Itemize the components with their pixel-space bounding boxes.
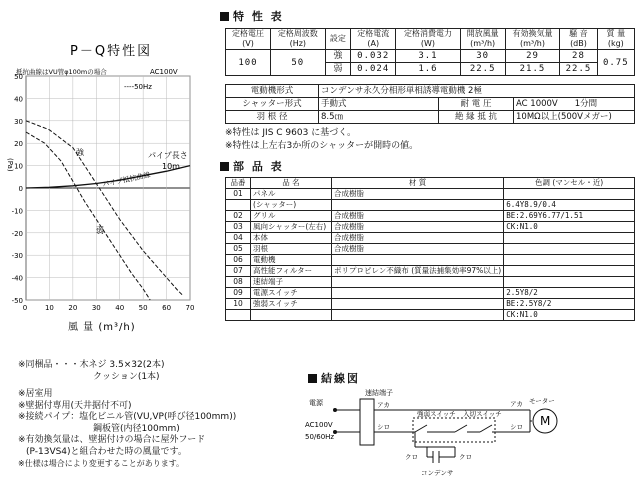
aka-label-2: アカ	[510, 400, 523, 408]
y-tick-label: 40	[14, 95, 23, 104]
parts-row	[226, 266, 635, 277]
y-tick-label: 50	[14, 73, 23, 81]
quick-terminal-label: 速結端子	[365, 389, 393, 397]
parts-row	[226, 277, 635, 288]
motor-label: モーター	[529, 397, 555, 405]
power-switch-label: 入切スイッチ	[463, 410, 502, 418]
hz-label: 50/60Hz	[305, 433, 335, 441]
parts-cell-no	[226, 310, 251, 321]
parts-cell-name: (シャッター)	[251, 200, 332, 211]
cell-eff: 29	[505, 50, 560, 63]
parts-hdr-name: 品 名	[251, 178, 332, 189]
pq-chart	[0, 40, 205, 340]
parts-hdr-material: 材 質	[332, 178, 504, 189]
series-line-1	[26, 132, 150, 300]
parts-cell-name: 速結端子	[251, 277, 332, 288]
note-line: (P-13VS4)と組合わせた時の風量です。	[26, 446, 187, 457]
blade-label: 羽 根 径	[226, 111, 319, 124]
parts-cell-color: BE:2.5Y8/2	[504, 299, 635, 310]
chart-voltage: AC100V	[150, 68, 178, 76]
y-tick-label: -50	[11, 297, 23, 305]
y-tick-label: 20	[14, 140, 23, 149]
parts-hdr-color: 色調 (マンセル・近)	[504, 178, 635, 189]
hdr-setting: 設定	[325, 29, 351, 50]
aka-label-1: アカ	[377, 401, 390, 409]
terminal-dot	[333, 408, 337, 412]
parts-cell-material	[332, 288, 504, 299]
parts-cell-no: 02	[226, 211, 251, 222]
cell-setting: 弱	[325, 63, 351, 76]
parts-cell-material	[332, 299, 504, 310]
parts-cell-material: 合成樹脂	[332, 189, 504, 200]
shutter-label: シャッター形式	[226, 98, 319, 111]
chart-title: P－Q特性図	[70, 44, 153, 59]
x-tick-label: 10	[44, 304, 54, 312]
shiro-label-1: シロ	[377, 423, 390, 431]
parts-cell-material: 合成樹脂	[332, 233, 504, 244]
y-tick-label: -30	[11, 252, 23, 261]
hdr-airflow-open: 開放風量 (m³/h)	[460, 29, 505, 50]
parts-cell-name: グリル	[251, 211, 332, 222]
cell-voltage: 100	[226, 50, 271, 76]
x-axis-label: 風 量 (m³/h)	[68, 322, 136, 333]
chart-freq-legend: ----50Hz	[124, 83, 152, 91]
label-pipe-curve: パイプ抵抗曲線	[101, 170, 152, 189]
wiring-title: 結線図	[308, 370, 360, 386]
note-line: ※有効換気量は、壁据付けの場合に屋外フード	[18, 435, 206, 445]
note-line: ※仕様は場合により変更することがあります。	[18, 459, 185, 468]
note-line: ※居室用	[18, 389, 53, 399]
parts-row	[226, 233, 635, 244]
parts-row	[226, 299, 635, 310]
note-line: クッション(1本)	[93, 371, 160, 382]
ac-label: AC100V	[305, 421, 333, 429]
cell-noise: 22.5	[560, 63, 597, 76]
chart-grid	[26, 76, 190, 300]
cell-open: 30	[460, 50, 505, 63]
x-tick-label-origin: 0	[22, 304, 28, 312]
parts-cell-name: パネル	[251, 189, 332, 200]
parts-cell-no: 07	[226, 266, 251, 277]
shiro-label-2: シロ	[510, 423, 523, 431]
parts-cell-color	[504, 277, 635, 288]
parts-row	[226, 310, 635, 321]
hdr-airflow-eff: 有効換気量 (m³/h)	[505, 29, 560, 50]
parts-cell-no: 10	[226, 299, 251, 310]
parts-cell-no: 05	[226, 244, 251, 255]
label-strong: 強	[76, 148, 84, 157]
hdr-power: 定格消費電力 (W)	[396, 29, 460, 50]
cell-noise: 28	[560, 50, 597, 63]
parts-cell-material: ポリプロピレン不織布 (質量法捕集効率97%以上)	[332, 266, 504, 277]
parts-cell-name: 電源スイッチ	[251, 288, 332, 299]
parts-title: 部 品 表	[220, 158, 284, 174]
parts-cell-no	[226, 200, 251, 211]
hdr-noise: 騒 音 (dB)	[560, 29, 597, 50]
cell-mass: 0.75	[597, 50, 634, 76]
label-pipe-length-value: 10m	[162, 162, 180, 171]
shutter-value: 手動式	[319, 98, 439, 111]
parts-cell-name: 羽根	[251, 244, 332, 255]
spec-note-1: ※特性は JIS C 9603 に基づく。	[225, 128, 357, 138]
chart-note: 抵抗曲線はVU管φ100mの場合	[16, 68, 107, 76]
parts-cell-color: 6.4Y8.9/0.4	[504, 200, 635, 211]
parts-cell-color	[504, 255, 635, 266]
cell-current: 0.032	[351, 50, 396, 63]
parts-cell-name: 強弱スイッチ	[251, 299, 332, 310]
motor-symbol: M	[540, 414, 551, 428]
note-line: ※接続パイプ：塩化ビニル管(VU,VP(呼び径100mm))	[18, 412, 237, 422]
y-tick-label: -20	[11, 229, 23, 238]
parts-cell-name: 本体	[251, 233, 332, 244]
parts-cell-name: 高性能フィルター	[251, 266, 332, 277]
spec-table	[225, 28, 635, 76]
label-pipe-length: パイプ長さ	[148, 151, 188, 160]
spec-title: 特 性 表	[220, 8, 284, 24]
y-tick-label: 30	[14, 117, 23, 126]
parts-cell-material	[332, 200, 504, 211]
parts-cell-color	[504, 189, 635, 200]
parts-cell-no: 06	[226, 255, 251, 266]
y-tick-label: -40	[11, 274, 23, 283]
x-tick-label: 70	[185, 304, 195, 312]
y-axis-label: (Pa)	[6, 158, 14, 172]
notes-block	[18, 360, 236, 469]
parts-row	[226, 200, 635, 211]
insulation-label: 絶 縁 抵 抗	[439, 111, 514, 124]
parts-cell-name	[251, 310, 332, 321]
cell-open: 22.5	[460, 63, 505, 76]
parts-row	[226, 255, 635, 266]
strong-weak-switch-label: 強弱スイッチ	[417, 410, 456, 418]
parts-cell-no: 04	[226, 233, 251, 244]
parts-cell-material: 合成樹脂	[332, 244, 504, 255]
parts-row	[226, 244, 635, 255]
cell-power: 3.1	[396, 50, 460, 63]
parts-cell-color: CK:N1.0	[504, 310, 635, 321]
insulation-value: 10MΩ以上(500Vメガー)	[514, 111, 635, 124]
parts-cell-no: 01	[226, 189, 251, 200]
chart-ticks	[12, 73, 195, 312]
parts-table	[225, 177, 635, 321]
x-tick-label: 40	[115, 304, 125, 312]
parts-row	[226, 189, 635, 200]
hdr-mass: 質 量 (kg)	[597, 29, 634, 50]
parts-cell-color: CK:N1.0	[504, 222, 635, 233]
spec-note-2: ※特性は上左右3か所のシャッターが開時の値。	[225, 141, 419, 151]
parts-cell-no: 09	[226, 288, 251, 299]
cell-setting: 強	[325, 50, 351, 63]
withstand-label: 耐 電 圧	[439, 98, 514, 111]
parts-cell-material: 合成樹脂	[332, 222, 504, 233]
parts-hdr-no: 品番	[226, 178, 251, 189]
hdr-voltage: 定格電圧 (V)	[226, 29, 271, 50]
blade-value: 8.5㎝	[319, 111, 439, 124]
y-tick-label: -10	[11, 207, 23, 216]
withstand-value: AC 1000V 1分間	[514, 98, 635, 111]
cell-eff: 21.5	[505, 63, 560, 76]
label-weak: 弱	[96, 226, 104, 235]
parts-cell-no: 08	[226, 277, 251, 288]
x-tick-label: 30	[91, 304, 101, 312]
parts-cell-name: 電動機	[251, 255, 332, 266]
square-bullet-icon	[220, 162, 229, 171]
motor-label: 電動機形式	[226, 85, 319, 98]
parts-cell-color	[504, 266, 635, 277]
parts-cell-no: 03	[226, 222, 251, 233]
note-line: 鋼板管(内径100mm)	[93, 423, 180, 434]
parts-cell-material	[332, 277, 504, 288]
x-tick-label: 50	[138, 304, 148, 312]
parts-cell-color: BE:2.69Y6.77/1.51	[504, 211, 635, 222]
cell-current: 0.024	[351, 63, 396, 76]
x-tick-label: 20	[68, 304, 78, 312]
parts-row	[226, 222, 635, 233]
parts-cell-color	[504, 233, 635, 244]
parts-cell-color	[504, 244, 635, 255]
note-line: ※同梱品・・・木ネジ 3.5×32(2本)	[18, 360, 165, 370]
motor-value: コンデンサ永久分相形単相誘導電動機 2極	[319, 85, 635, 98]
y-tick-label: 10	[14, 162, 23, 171]
parts-cell-material	[332, 310, 504, 321]
parts-cell-material: 合成樹脂	[332, 211, 504, 222]
quick-terminal-box	[360, 399, 374, 445]
square-bullet-icon	[220, 12, 229, 21]
parts-row	[226, 288, 635, 299]
note-line: ※壁据付専用(天井据付不可)	[18, 400, 132, 411]
power-label: 電源	[309, 399, 323, 407]
x-tick-label: 60	[162, 304, 172, 312]
spec-extra-table	[225, 84, 635, 124]
parts-cell-material	[332, 255, 504, 266]
cell-power: 1.6	[396, 63, 460, 76]
parts-cell-color: 2.5Y8/2	[504, 288, 635, 299]
parts-cell-name: 風向シャッター(左右)	[251, 222, 332, 233]
square-bullet-icon	[308, 374, 317, 383]
condenser-label: コンデンサ	[421, 469, 454, 477]
kuro-label-1: クロ	[405, 453, 418, 461]
wiring-diagram	[305, 385, 635, 485]
hdr-freq: 定格周波数 (Hz)	[270, 29, 325, 50]
cell-freq: 50	[270, 50, 325, 76]
parts-row	[226, 211, 635, 222]
kuro-label-2: クロ	[459, 453, 472, 461]
hdr-current: 定格電流 (A)	[351, 29, 396, 50]
y-tick-label: 0	[18, 185, 23, 193]
